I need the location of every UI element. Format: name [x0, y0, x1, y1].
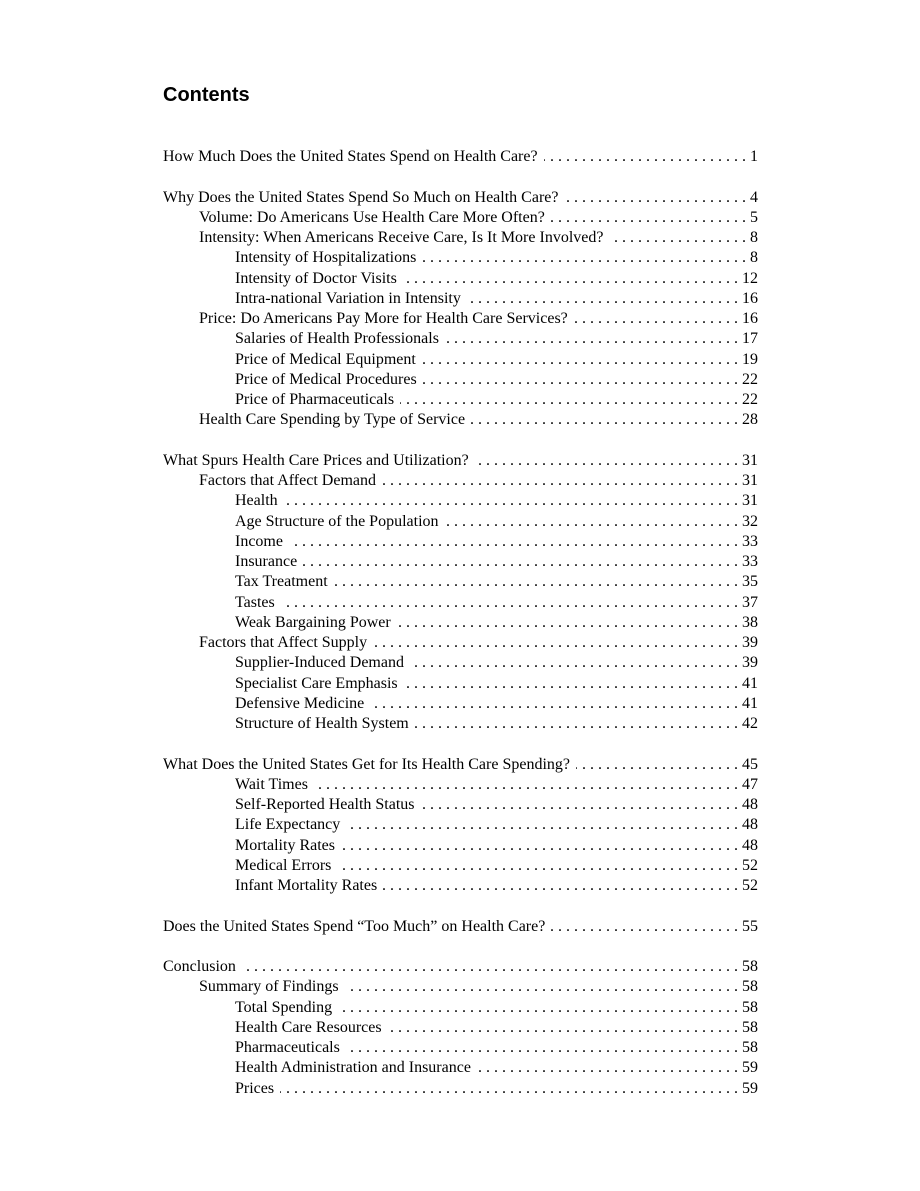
- toc-entry-page-number: 59: [742, 1079, 758, 1097]
- toc-entry-page-number: 22: [742, 370, 758, 388]
- toc-entry-title: Factors that Affect Supply: [199, 634, 368, 651]
- toc-entry[interactable]: [163, 795, 758, 815]
- dot-leader: [284, 491, 738, 511]
- dot-leader: [242, 957, 738, 977]
- toc-entry[interactable]: [163, 208, 758, 228]
- toc-entry-title: What Does the United States Get for Its Health Care Spending?: [163, 755, 570, 773]
- toc-entry-title: Wait Times: [235, 775, 308, 793]
- dot-leader: [289, 532, 738, 552]
- dot-leader: [574, 309, 738, 329]
- toc-entry-title: Intensity: When Americans Receive Care, Is It More Involved?: [199, 229, 604, 246]
- toc-entry-page-number: 8: [750, 229, 758, 246]
- toc-entry[interactable]: [163, 572, 758, 592]
- dot-leader: [544, 147, 746, 167]
- toc-entry-title: Infant Mortality Rates: [235, 877, 378, 894]
- toc-entry-title: Defensive Medicine: [235, 694, 365, 712]
- toc-entry[interactable]: [163, 1018, 758, 1038]
- dot-leader: [280, 1079, 738, 1099]
- toc-entry-page-number: 58: [742, 978, 758, 996]
- toc-entry[interactable]: [163, 876, 758, 896]
- toc-entry-title: Salaries of Health Professionals: [235, 330, 439, 348]
- toc-entry-title: Price: Do Americans Pay More for Health Care Services?: [199, 310, 568, 327]
- dot-leader: [410, 653, 738, 673]
- toc-entry-title: How Much Does the United States Spend on Health Care?: [163, 148, 538, 165]
- toc-entry-page-number: 55: [742, 917, 758, 935]
- toc-entry[interactable]: [163, 977, 758, 997]
- toc-entry-page-number: 59: [742, 1059, 758, 1077]
- dot-leader: [397, 613, 738, 633]
- toc-entry-page-number: 8: [750, 249, 758, 267]
- dot-leader: [281, 593, 738, 613]
- toc-entry-title: Why Does the United States Spend So Much on Health Care?: [163, 188, 559, 206]
- dot-leader: [388, 1018, 738, 1038]
- toc-entry-page-number: 47: [742, 775, 758, 793]
- toc-entry[interactable]: [163, 1058, 758, 1078]
- toc-entry[interactable]: [163, 309, 758, 329]
- toc-entry-page-number: 52: [742, 856, 758, 874]
- toc-entry-page-number: 52: [742, 877, 758, 894]
- toc-entry[interactable]: [163, 248, 758, 268]
- toc-entry[interactable]: [163, 593, 758, 613]
- dot-leader: [564, 188, 746, 208]
- toc-entry-title: Conclusion: [163, 958, 236, 975]
- toc-entry-title: Insurance: [235, 553, 298, 570]
- toc-entry-title: Weak Bargaining Power: [235, 613, 391, 631]
- toc-entry-page-number: 48: [742, 796, 758, 813]
- toc-entry-page-number: 17: [742, 330, 758, 348]
- table-of-contents: [163, 147, 758, 1099]
- toc-entry[interactable]: [163, 329, 758, 349]
- toc-entry[interactable]: [163, 512, 758, 532]
- dot-leader: [551, 208, 746, 228]
- toc-entry-page-number: 48: [742, 836, 758, 854]
- dot-leader: [404, 674, 738, 694]
- toc-entry[interactable]: [163, 552, 758, 572]
- toc-entry[interactable]: [163, 856, 758, 876]
- toc-entry-title: Pharmaceuticals: [235, 1039, 340, 1056]
- toc-entry-title: Volume: Do Americans Use Health Care More Often?: [199, 208, 545, 226]
- toc-entry-title: Factors that Affect Demand: [199, 472, 376, 489]
- dot-leader: [345, 977, 738, 997]
- toc-entry-title: Supplier-Induced Demand: [235, 654, 404, 672]
- dot-leader: [382, 471, 738, 491]
- toc-entry-page-number: 5: [750, 208, 758, 226]
- toc-entry[interactable]: [163, 269, 758, 289]
- toc-entry[interactable]: [163, 188, 758, 208]
- toc-entry-page-number: 58: [742, 1018, 758, 1036]
- toc-entry-page-number: 19: [742, 350, 758, 368]
- dot-leader: [477, 1058, 738, 1078]
- dot-leader: [341, 836, 738, 856]
- toc-entry[interactable]: [163, 451, 758, 471]
- toc-entry-page-number: 42: [742, 715, 758, 732]
- toc-entry-page-number: 58: [742, 998, 758, 1016]
- contents-heading: Contents: [163, 84, 250, 106]
- toc-entry[interactable]: [163, 147, 758, 167]
- toc-entry-page-number: 58: [742, 958, 758, 975]
- toc-entry-page-number: 1: [750, 148, 758, 165]
- dot-leader: [423, 370, 738, 390]
- toc-entry-page-number: 16: [742, 310, 758, 327]
- toc-entry-page-number: 39: [742, 654, 758, 672]
- dot-leader: [346, 1038, 738, 1058]
- dot-leader: [445, 329, 738, 349]
- dot-leader: [471, 410, 738, 430]
- toc-entry-page-number: 45: [742, 755, 758, 773]
- toc-entry[interactable]: [163, 755, 758, 775]
- toc-entry[interactable]: [163, 633, 758, 653]
- toc-entry-page-number: 48: [742, 816, 758, 834]
- toc-entry-page-number: 31: [742, 451, 758, 469]
- toc-entry-title: What Spurs Health Care Prices and Utilization?: [163, 451, 469, 469]
- toc-entry-page-number: 12: [742, 269, 758, 287]
- toc-entry[interactable]: [163, 471, 758, 491]
- toc-entry[interactable]: [163, 390, 758, 410]
- toc-entry-page-number: 28: [742, 411, 758, 429]
- dot-leader: [346, 815, 738, 835]
- toc-entry-page-number: 22: [742, 391, 758, 408]
- toc-entry-title: Total Spending: [235, 998, 333, 1016]
- toc-entry-page-number: 58: [742, 1039, 758, 1056]
- toc-entry-title: Health Care Spending by Type of Service: [199, 411, 466, 429]
- toc-entry-page-number: 4: [750, 188, 758, 206]
- toc-entry[interactable]: [163, 1079, 758, 1099]
- toc-entry-title: Income: [235, 532, 283, 550]
- dot-leader: [403, 269, 738, 289]
- dot-leader: [415, 714, 738, 734]
- dot-leader: [383, 876, 738, 896]
- toc-entry-title: Health: [235, 492, 278, 510]
- toc-entry[interactable]: [163, 653, 758, 673]
- toc-entry[interactable]: [163, 613, 758, 633]
- toc-entry-title: Medical Errors: [235, 856, 332, 874]
- toc-entry-page-number: 33: [742, 532, 758, 550]
- dot-leader: [467, 289, 738, 309]
- dot-leader: [576, 755, 738, 775]
- toc-entry-title: Intensity of Hospitalizations: [235, 249, 417, 267]
- toc-entry[interactable]: [163, 532, 758, 552]
- toc-entry-title: Health Care Resources: [235, 1018, 382, 1036]
- toc-entry[interactable]: [163, 917, 758, 937]
- toc-entry-title: Mortality Rates: [235, 836, 335, 854]
- toc-entry[interactable]: [163, 694, 758, 714]
- toc-entry[interactable]: [163, 957, 758, 977]
- dot-leader: [337, 856, 738, 876]
- toc-entry-title: Specialist Care Emphasis: [235, 674, 398, 692]
- toc-entry-title: Summary of Findings: [199, 978, 339, 996]
- dot-leader: [609, 228, 746, 248]
- dot-leader: [475, 451, 738, 471]
- toc-entry-title: Intra-national Variation in Intensity: [235, 289, 461, 307]
- toc-entry[interactable]: [163, 775, 758, 795]
- toc-entry-title: Price of Pharmaceuticals: [235, 391, 395, 408]
- toc-entry[interactable]: [163, 815, 758, 835]
- toc-entry[interactable]: [163, 836, 758, 856]
- dot-leader: [551, 917, 738, 937]
- toc-entry-title: Intensity of Doctor Visits: [235, 269, 397, 287]
- toc-entry-page-number: 41: [742, 674, 758, 692]
- toc-entry-title: Tastes: [235, 593, 275, 611]
- toc-entry[interactable]: [163, 410, 758, 430]
- toc-entry-title: Tax Treatment: [235, 573, 328, 591]
- dot-leader: [421, 795, 738, 815]
- dot-leader: [445, 512, 738, 532]
- toc-entry[interactable]: [163, 714, 758, 734]
- toc-entry[interactable]: [163, 350, 758, 370]
- toc-entry-title: Price of Medical Equipment: [235, 350, 416, 368]
- toc-entry-page-number: 37: [742, 593, 758, 611]
- toc-entry-page-number: 16: [742, 289, 758, 307]
- toc-entry-title: Health Administration and Insurance: [235, 1059, 471, 1077]
- toc-entry-title: Does the United States Spend “Too Much” on Health Care?: [163, 917, 546, 935]
- dot-leader: [334, 572, 738, 592]
- toc-entry[interactable]: [163, 370, 758, 390]
- toc-entry-page-number: 31: [742, 492, 758, 510]
- toc-entry[interactable]: [163, 1038, 758, 1058]
- toc-entry-title: Age Structure of the Population: [235, 512, 439, 530]
- dot-leader: [400, 390, 738, 410]
- toc-entry-title: Self-Reported Health Status: [235, 796, 415, 813]
- toc-entry-page-number: 31: [742, 472, 758, 489]
- dot-leader: [373, 633, 738, 653]
- toc-entry[interactable]: [163, 674, 758, 694]
- toc-entry-title: Life Expectancy: [235, 816, 341, 834]
- toc-entry-title: Prices: [235, 1079, 275, 1097]
- toc-entry-page-number: 35: [742, 573, 758, 591]
- toc-entry[interactable]: [163, 491, 758, 511]
- dot-leader: [422, 248, 746, 268]
- toc-entry-page-number: 33: [742, 553, 758, 570]
- dot-leader: [370, 694, 738, 714]
- toc-entry[interactable]: [163, 998, 758, 1018]
- toc-entry-page-number: 41: [742, 694, 758, 712]
- toc-entry-title: Structure of Health System: [235, 715, 409, 732]
- dot-leader: [338, 998, 738, 1018]
- toc-entry-page-number: 32: [742, 512, 758, 530]
- toc-entry-page-number: 38: [742, 613, 758, 631]
- toc-entry[interactable]: [163, 228, 758, 248]
- toc-entry[interactable]: [163, 289, 758, 309]
- dot-leader: [303, 552, 738, 572]
- dot-leader: [314, 775, 738, 795]
- toc-entry-title: Price of Medical Procedures: [235, 370, 417, 388]
- toc-entry-page-number: 39: [742, 634, 758, 651]
- dot-leader: [422, 350, 738, 370]
